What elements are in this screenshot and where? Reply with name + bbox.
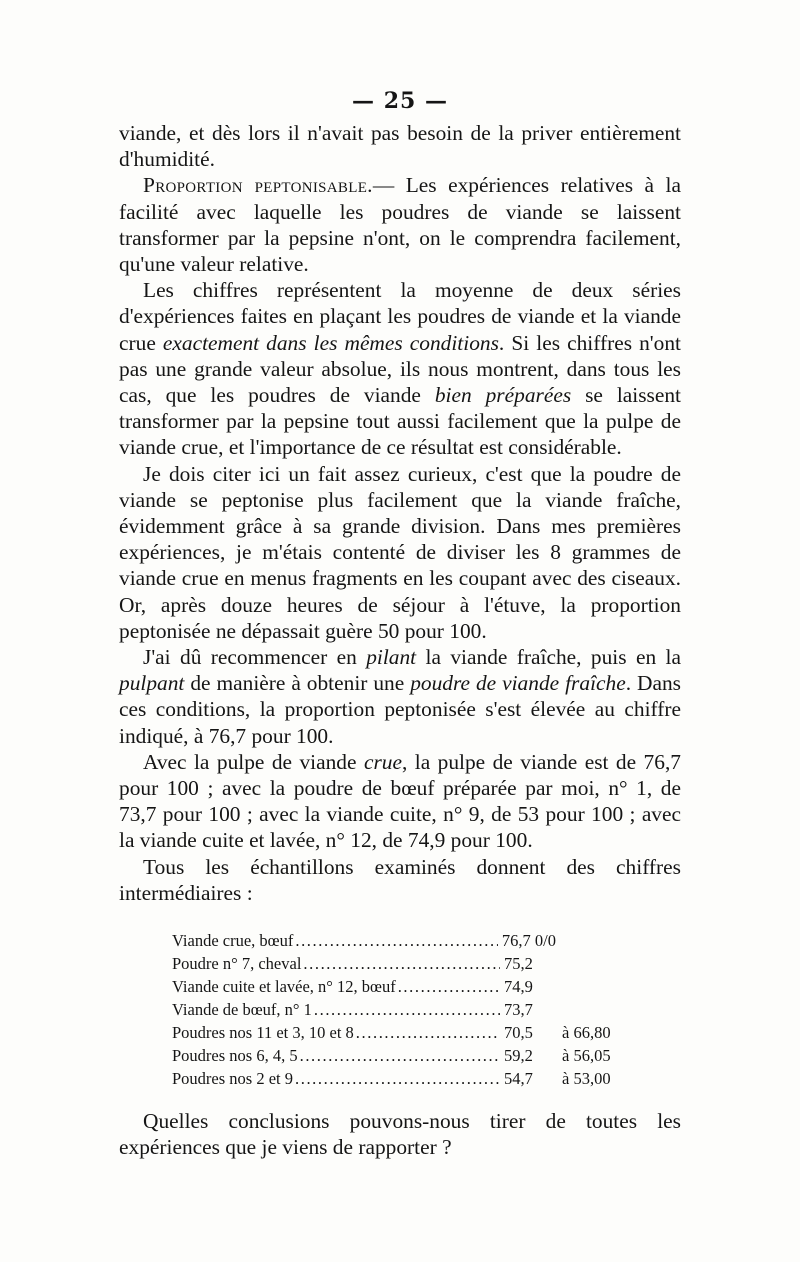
row-label: Poudres nos 6, 4, 5 xyxy=(172,1046,298,1065)
row-label: Viande cuite et lavée, n° 12, bœuf xyxy=(172,977,396,996)
paragraph-text: . Si les chiffres n'ont pas une grande valeur absolue, ils nous montrent, dans tous les cas, que les poudres de viande xyxy=(119,330,681,408)
table-row xyxy=(172,952,632,975)
row-extra: à 53,00 xyxy=(562,1069,611,1088)
row-label: Poudres nos 11 et 3, 10 et 8 xyxy=(172,1023,354,1042)
paragraph-conclusions: Quelles conclusions pouvons-nous tirer de toutes les expériences que je viens de rapporter ? xyxy=(119,1109,681,1160)
row-value: 70,5 xyxy=(504,1023,533,1042)
emphasis-text: pilant xyxy=(366,645,417,670)
dot-leader xyxy=(398,975,500,998)
paragraph-pilant xyxy=(119,644,681,749)
dot-leader xyxy=(295,1067,500,1090)
row-value: 59,2 xyxy=(504,1046,533,1065)
row-label: Viande de bœuf, n° 1 xyxy=(172,1000,312,1019)
table-row xyxy=(172,1044,632,1067)
emphasis-text: pulpant xyxy=(119,671,185,696)
paragraph-text: Avec la pulpe de viande xyxy=(143,749,364,774)
row-value: 73,7 xyxy=(504,1000,533,1019)
row-value: 54,7 xyxy=(504,1069,533,1088)
paragraph-chiffres xyxy=(119,277,681,460)
row-value: 75,2 xyxy=(504,954,533,973)
closing-text xyxy=(119,1108,681,1160)
table-row xyxy=(172,1067,632,1090)
dot-leader xyxy=(314,998,500,1021)
paragraph-text: de manière à obtenir une xyxy=(184,671,411,696)
paragraph-pulpe xyxy=(119,749,681,854)
paragraph-continuation: viande, et dès lors il n'avait pas besoin de la priver entièrement d'humidité. xyxy=(119,121,681,172)
emphasis-text: exactement dans les mêmes conditions xyxy=(162,330,499,355)
body-text xyxy=(119,120,681,906)
paragraph-echantillons: Tous les échantillons examinés donnent des chiffres intermédiaires : xyxy=(119,854,681,905)
page-number: — 25 — xyxy=(352,88,448,114)
section-heading: Proportion peptonisable. xyxy=(143,173,373,198)
table-row xyxy=(172,1021,632,1044)
row-value: 74,9 xyxy=(504,977,533,996)
row-label: Poudre n° 7, cheval xyxy=(172,954,302,973)
paragraph-text: , la pulpe de viande est de 76,7 pour 100 ; avec la poudre de bœuf préparée par moi, n° 1, de 73,7 pour 100 ; avec la viande cuite, n° 9, de 53 pour 100 ; avec la viande cuite et lavée, n° 12, de 74,9 pour 100. xyxy=(119,749,681,853)
table-row xyxy=(172,975,632,998)
dot-leader xyxy=(295,929,498,952)
row-extra: à 66,80 xyxy=(562,1023,611,1042)
dot-leader xyxy=(303,952,500,975)
paragraph-fait-curieux: Je dois citer ici un fait assez curieux, c'est que la poudre de viande se peptonise plus facilement que la viande fraîche, évidemment grâce à sa grande division. Dans mes premières expériences, je m'étais contenté de diviser les 8 grammes de viande crue en menus fragments en les coupant avec des ciseaux. Or, après douze heures de séjour à l'étuve, la proportion peptonisée ne dépassait guère 50 pour 100. xyxy=(119,461,681,643)
dot-leader xyxy=(300,1044,500,1067)
row-label: Poudres nos 2 et 9 xyxy=(172,1069,293,1088)
paragraph-text: — Les expériences relatives à la facilité avec laquelle les poudres de viande se laissent transformer par la pepsine n'ont, on le comprendra facilement, qu'une valeur relative. xyxy=(119,173,681,277)
paragraph-text: . Dans ces conditions, la proportion peptonisée s'est élevée au chiffre indiqué, à 76,7 pour 100. xyxy=(119,671,681,748)
results-table xyxy=(172,929,632,1090)
row-label: Viande crue, bœuf xyxy=(172,931,294,950)
paragraph-text: la viande fraîche, puis en la xyxy=(416,645,681,670)
paragraph-text: Les chiffres représentent la moyenne de deux séries d'expériences faites en plaçant les poudres de viande et la viande crue xyxy=(119,278,681,355)
row-extra: à 56,05 xyxy=(562,1046,611,1065)
dot-leader xyxy=(356,1021,500,1044)
paragraph-text: J'ai dû recommencer en xyxy=(143,645,367,670)
table-row xyxy=(172,929,632,952)
emphasis-text: bien préparées xyxy=(434,383,572,408)
emphasis-text: crue xyxy=(363,749,402,774)
table-row xyxy=(172,998,632,1021)
emphasis-text: poudre de viande fraîche xyxy=(410,671,626,696)
paragraph-peptonisable xyxy=(119,172,681,277)
paragraph-text: se laissent transformer par la pepsine tout aussi facilement que la pulpe de viande crue, et l'importance de ce résultat est considérable. xyxy=(119,383,682,460)
row-value: 76,7 0/0 xyxy=(501,931,556,950)
